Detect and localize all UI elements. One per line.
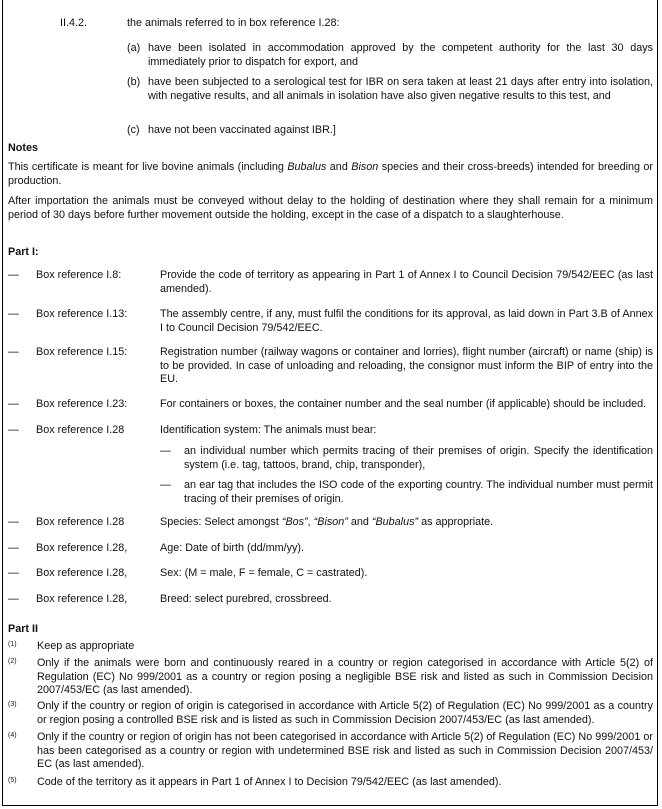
sub-dash: —: [160, 479, 171, 491]
dash: —: [8, 398, 19, 410]
footnote-text: Code of the territory as it appears in Part 1 of Annex I to Decision 79/542/EEC (as last amended).: [37, 776, 502, 788]
box-ref: Box reference I.15:: [36, 346, 128, 358]
dash: —: [8, 542, 19, 554]
item-letter-c: (c): [127, 124, 140, 136]
dash: —: [8, 567, 19, 579]
notes-paragraph-1: This certificate is meant for live bovine animals (including Bubalus and Bison species and their cross-breeds) intended for breeding or production.: [8, 161, 654, 187]
item-letter-b: (b): [127, 76, 141, 88]
footnote-text: Keep as appropriate: [37, 640, 135, 652]
footnote-number: (4): [8, 732, 17, 739]
box-ref: Box reference I.28,: [36, 567, 128, 579]
box-ref: Box reference I.13:: [36, 308, 128, 320]
dash: —: [8, 346, 19, 358]
footnote-text: Only if the country or region of origin has not been categorised in accordance with Article 5(2) of Regulation (EC) No 999/2001 or has been categorised as a country or region with undetermined BSE risk and listed as such in Commission Decision 2007/453/ EC (as last amended).: [37, 731, 653, 771]
box-ref: Box reference I.23:: [36, 398, 128, 410]
box-ref: Box reference I.28: [36, 424, 125, 436]
dash: —: [8, 269, 19, 281]
dash: —: [8, 424, 19, 436]
footnote-number: (5): [8, 777, 17, 784]
box-desc: For containers or boxes, the container number and the seal number (if applicable) should be included.: [160, 398, 647, 410]
footnote-number: (2): [8, 658, 17, 665]
dash: —: [8, 308, 19, 320]
dash: —: [8, 516, 19, 528]
sub-dash: —: [160, 445, 171, 457]
part1-heading: Part I:: [8, 246, 39, 258]
box-desc: Breed: select purebred, crossbreed.: [160, 593, 332, 605]
box-desc: Provide the code of territory as appearing in Part 1 of Annex I to Council Decision 79/542/EEC (as last amended).: [160, 269, 653, 295]
dash: —: [8, 593, 19, 605]
notes-heading: Notes: [8, 142, 38, 154]
footnote-text: Only if the animals were born and continuously reared in a country or region categorised in accordance with Article 5(2) of Regulation (EC) No 999/2001 as a country or region posing a negligible BSE risk and listed as such in Commission Decision 2007/453/EC (as last amended).: [37, 657, 653, 697]
footnote-number: (3): [8, 701, 17, 708]
part2-heading: Part II: [8, 623, 39, 635]
box-desc: The assembly centre, if any, must fulfil the conditions for its approval, as laid down in Part 3.B of Annex I to Council Decision 79/542/EEC.: [160, 308, 653, 334]
box-desc: Registration number (railway wagons or container and lorries), flight number (aircraft) or name (ship) is to be provided. In case of unloading and reloading, the consignor must inform the BIP of entry into the EU.: [160, 346, 653, 386]
item-text-a: have been isolated in accommodation approved by the competent authority for the last 30 days immediately prior to dispatch for export, and: [148, 42, 653, 68]
box-desc: Age: Date of birth (dd/mm/yy).: [160, 542, 305, 554]
box-ref: Box reference I.8:: [36, 269, 122, 281]
item-text-b: have been subjected to a serological test for IBR on sera taken at least 21 days after entry into isolation, with negative results, and all animals in isolation have also given negative results to this test, and: [148, 76, 653, 102]
item-text-c: have not been vaccinated against IBR.]: [148, 124, 336, 136]
footnote-text: Only if the country or region of origin is categorised in accordance with Article 5(2) of Regulation (EC) No 999/2001 as a country or region posing a controlled BSE risk and is listed as such in Commission Decision 2007/453/EC (as last amended).: [37, 700, 653, 726]
box-desc: Species: Select amongst “Bos”, “Bison” and “Bubalus” as appropriate.: [160, 516, 494, 528]
box-ref: Box reference I.28: [36, 516, 125, 528]
section-intro: the animals referred to in box reference I.28:: [127, 17, 340, 29]
id-subitem-1: an individual number which permits tracing of their premises of origin. Specify the identification system (i.e. tag, tattoos, brand, chip, transponder),: [184, 445, 653, 471]
section-number: II.4.2.: [60, 17, 88, 29]
box-ref: Box reference I.28,: [36, 593, 128, 605]
box-desc: Sex: (M = male, F = female, C = castrated).: [160, 567, 368, 579]
notes-paragraph-2: After importation the animals must be conveyed without delay to the holding of destination where they shall remain for a minimum period of 30 days before further movement outside the holding, except in the case of a dispatch to a slaughterhouse.: [8, 195, 653, 221]
box-ref: Box reference I.28,: [36, 542, 128, 554]
id-subitem-2: an ear tag that includes the ISO code of the exporting country. The individual number must permit tracing of their premises of origin.: [184, 479, 653, 505]
box-desc: Identification system: The animals must bear:: [160, 424, 377, 436]
item-letter-a: (a): [127, 42, 141, 54]
footnote-number: (1): [8, 641, 17, 648]
